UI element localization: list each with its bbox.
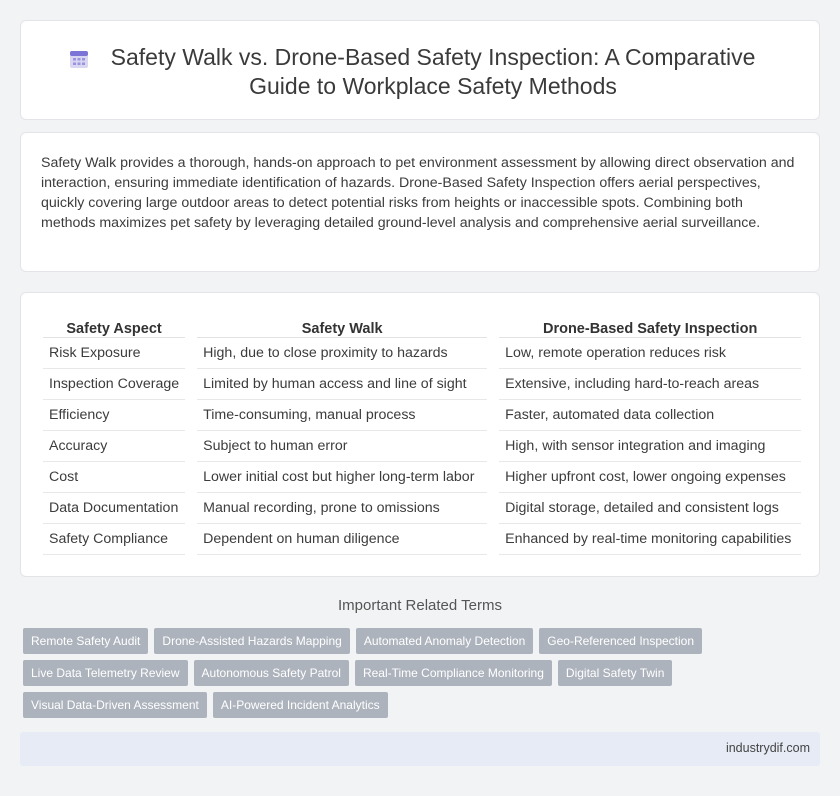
footer-site: industrydif.com	[725, 741, 810, 755]
related-term-tag[interactable]: Remote Safety Audit	[23, 628, 148, 654]
related-term-tag[interactable]: Digital Safety Twin	[558, 660, 673, 686]
column-header: Safety Aspect	[43, 315, 185, 338]
table-row	[43, 431, 801, 462]
page-title: Safety Walk vs. Drone-Based Safety Inspection: A Comparative Guide to Workplace Safety Methods	[110, 44, 756, 99]
related-terms-title: Important Related Terms	[338, 597, 502, 614]
tag-row	[23, 660, 723, 686]
related-term-tag[interactable]: Drone-Assisted Hazards Mapping	[154, 628, 349, 654]
table-cell: Lower initial cost but higher long-term labor	[197, 462, 487, 493]
table-cell: High, with sensor integration and imaging	[499, 431, 801, 462]
table-cell: Time-consuming, manual process	[197, 400, 487, 431]
related-term-tag[interactable]: Real-Time Compliance Monitoring	[355, 660, 552, 686]
table-row	[43, 369, 801, 400]
table-cell: Cost	[43, 462, 185, 493]
column-header: Safety Walk	[197, 315, 487, 338]
table-cell: Accuracy	[43, 431, 185, 462]
intro-paragraph: Safety Walk provides a thorough, hands-on approach to pet environment assessment by allowing direct observation and interaction, ensuring immediate identification of hazards. Drone-Based Safety Inspection offers aerial perspectives, quickly covering large outdoor areas to detect potential risks from heights or inaccessible spots. Combining both methods maximizes pet safety by leveraging detailed ground-level analysis and comprehensive aerial surveillance.	[41, 155, 795, 231]
comparison-card	[20, 292, 820, 577]
table-cell: Subject to human error	[197, 431, 487, 462]
table-row	[43, 462, 801, 493]
table-cell: Data Documentation	[43, 493, 185, 524]
table-cell: Efficiency	[43, 400, 185, 431]
table-cell: Limited by human access and line of sight	[197, 369, 487, 400]
table-cell: Inspection Coverage	[43, 369, 185, 400]
column-header: Drone-Based Safety Inspection	[499, 315, 801, 338]
table-row	[43, 338, 801, 369]
table-cell: Extensive, including hard-to-reach areas	[499, 369, 801, 400]
tag-row	[23, 628, 723, 654]
table-row	[43, 400, 801, 431]
tag-row	[23, 692, 723, 718]
related-term-tag[interactable]: Automated Anomaly Detection	[356, 628, 533, 654]
table-cell: Digital storage, detailed and consistent logs	[499, 493, 801, 524]
related-terms-list	[23, 628, 723, 724]
table-cell: Manual recording, prone to omissions	[197, 493, 487, 524]
table-header-row	[43, 315, 801, 338]
related-term-tag[interactable]: AI-Powered Incident Analytics	[213, 692, 388, 718]
related-term-tag[interactable]: Visual Data-Driven Assessment	[23, 692, 207, 718]
table-cell: Higher upfront cost, lower ongoing expenses	[499, 462, 801, 493]
related-term-tag[interactable]: Geo-Referenced Inspection	[539, 628, 702, 654]
table-row	[43, 524, 801, 555]
table-cell: Risk Exposure	[43, 338, 185, 369]
footer	[20, 732, 820, 766]
related-term-tag[interactable]: Autonomous Safety Patrol	[194, 660, 349, 686]
related-term-tag[interactable]: Live Data Telemetry Review	[23, 660, 188, 686]
table-cell: Faster, automated data collection	[499, 400, 801, 431]
title-card	[20, 20, 820, 120]
table-row	[43, 493, 801, 524]
table-cell: Safety Compliance	[43, 524, 185, 555]
table-cell: Dependent on human diligence	[197, 524, 487, 555]
intro-card	[20, 132, 820, 272]
table-cell: Low, remote operation reduces risk	[499, 338, 801, 369]
table-cell: High, due to close proximity to hazards	[197, 338, 487, 369]
comparison-table	[43, 315, 801, 555]
table-cell: Enhanced by real-time monitoring capabilities	[499, 524, 801, 555]
